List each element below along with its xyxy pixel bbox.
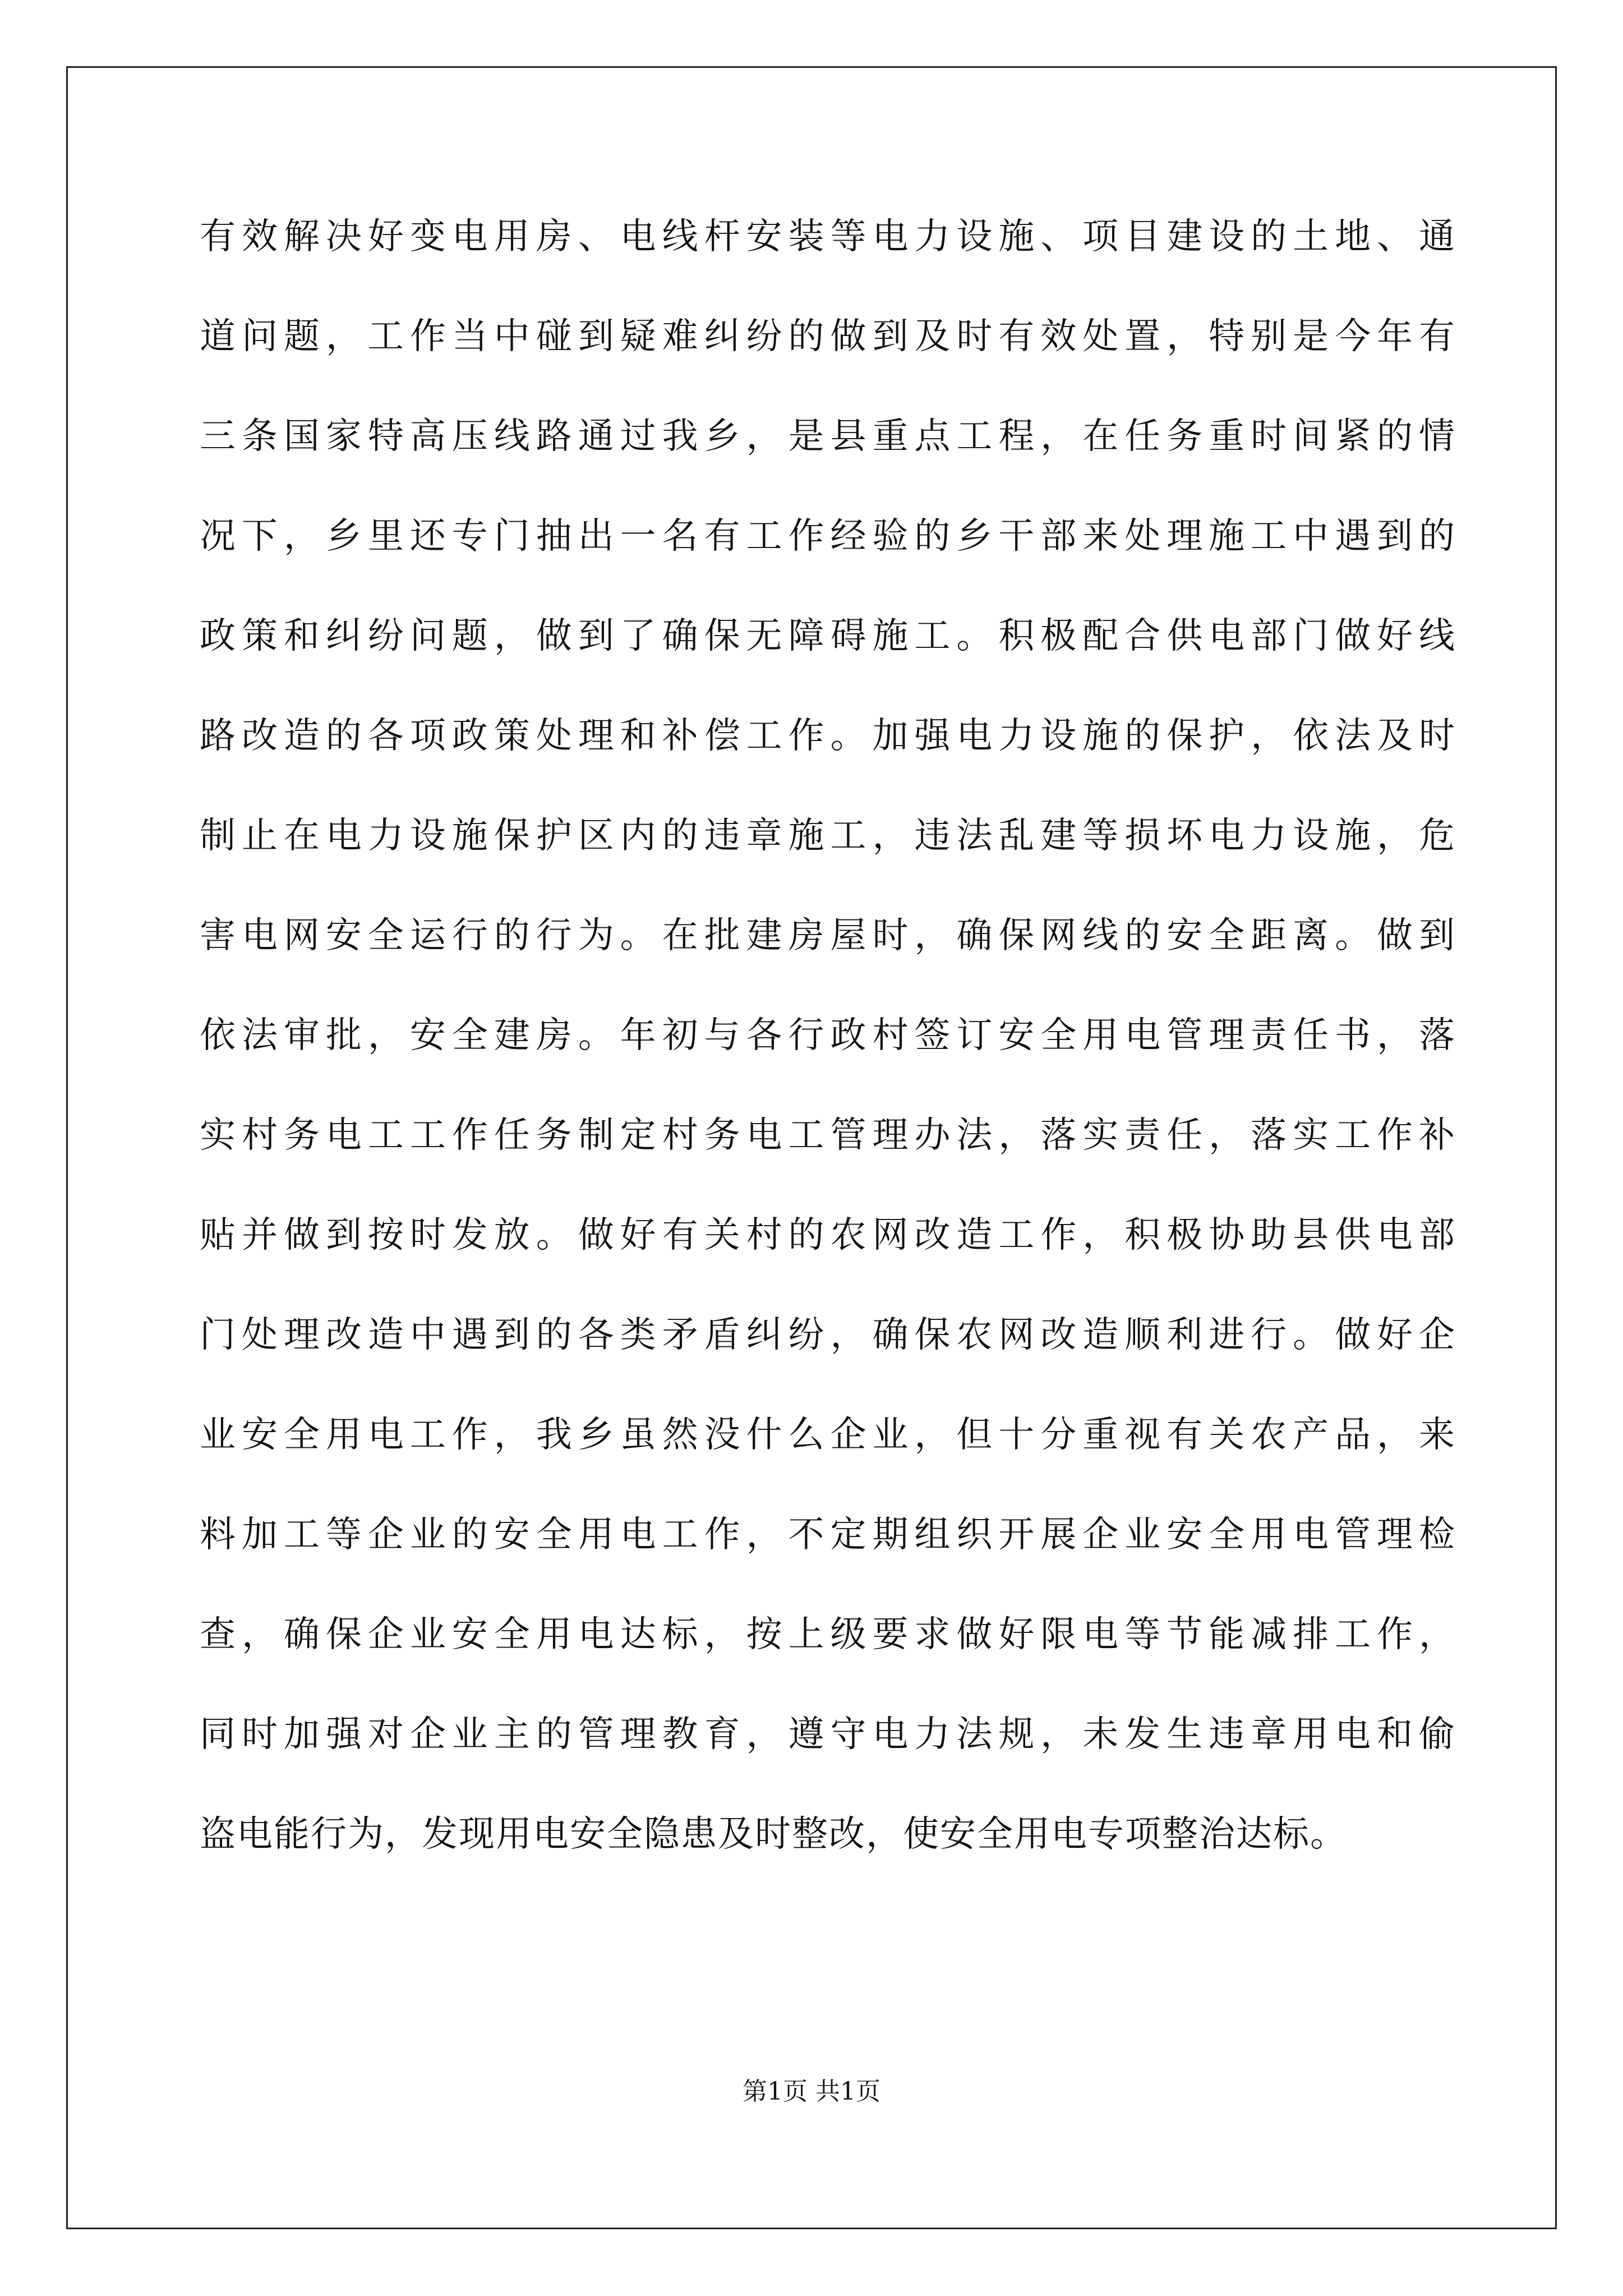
text-line: 害电网安全运行的行为。在批建房屋时，确保网线的安全距离。做到 [200,915,1456,956]
text-line: 道问题，工作当中碰到疑难纠纷的做到及时有效处置，特别是今年有 [200,316,1456,357]
text-line: 政策和纠纷问题，做到了确保无障碍施工。积极配合供电部门做好线 [200,615,1456,657]
text-line: 门处理改造中遇到的各类矛盾纠纷，确保农网改造顺利进行。做好企 [200,1314,1456,1356]
text-line: 制止在电力设施保护区内的违章施工，违法乱建等损坏电力设施，危 [200,815,1456,857]
text-line: 盗电能行为，发现用电安全隐患及时整改，使安全用电专项整治达标。 [200,1814,1347,1855]
text-line: 查，确保企业安全用电达标，按上级要求做好限电等节能减排工作， [200,1614,1456,1655]
text-line: 同时加强对企业主的管理教育，遵守电力法规，未发生违章用电和偷 [200,1714,1456,1755]
text-line: 料加工等企业的安全用电工作，不定期组织开展企业安全用电管理检 [200,1514,1456,1556]
text-line: 依法审批，安全建房。年初与各行政村签订安全用电管理责任书，落 [200,1015,1456,1056]
text-line: 有效解决好变电用房、电线杆安装等电力设施、项目建设的土地、通 [200,216,1456,257]
text-line: 况下，乡里还专门抽出一名有工作经验的乡干部来处理施工中遇到的 [200,516,1456,557]
text-line: 实村务电工工作任务制定村务电工管理办法，落实责任，落实工作补 [200,1115,1456,1156]
text-line: 路改造的各项政策处理和补偿工作。加强电力设施的保护，依法及时 [200,715,1456,757]
text-line: 三条国家特高压线路通过我乡，是县重点工程，在任务重时间紧的情 [200,416,1456,457]
page-number: 第1页 共1页 [743,2077,880,2106]
text-line: 业安全用电工作，我乡虽然没什么企业，但十分重视有关农产品，来 [200,1414,1456,1456]
text-line: 贴并做到按时发放。做好有关村的农网改造工作，积极协助县供电部 [200,1214,1456,1256]
body-paragraph [200,216,1456,1921]
